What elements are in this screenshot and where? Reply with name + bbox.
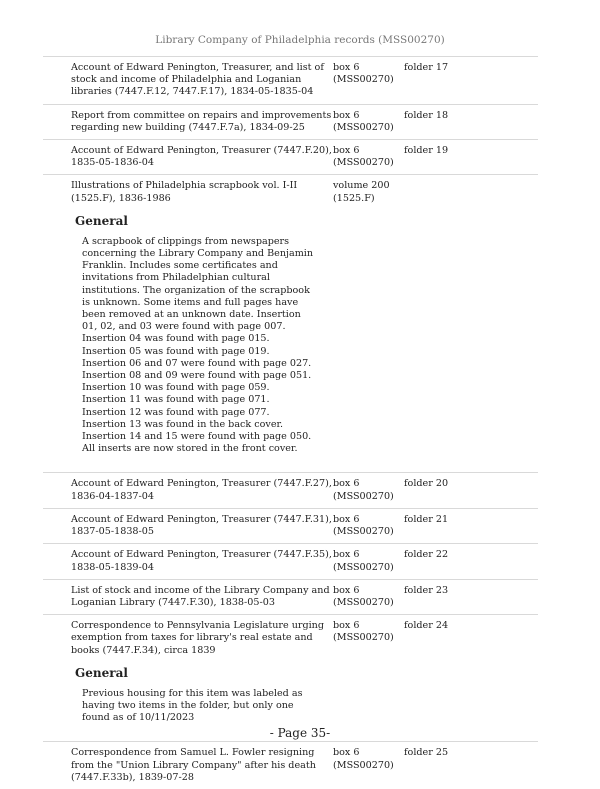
item-title: Account of Edward Penington, Treasurer (7447.F.35), 1838-05-1839-04 <box>71 549 332 573</box>
item-folder: folder 17 <box>404 62 449 73</box>
item-container: box 6 (MSS00270) <box>333 145 394 169</box>
item-folder: folder 21 <box>404 513 449 525</box>
table-row <box>43 174 538 472</box>
item-folder: folder 19 <box>404 145 449 157</box>
table-row <box>43 614 538 741</box>
table-row <box>43 741 538 789</box>
note-heading: General <box>75 665 128 680</box>
note-heading: General <box>75 213 128 228</box>
item-container: box 6 (MSS00270) <box>333 620 394 644</box>
table-row <box>43 508 538 543</box>
running-header: Library Company of Philadelphia records (MSS00270) <box>155 34 445 46</box>
item-folder: folder 20 <box>404 478 449 490</box>
inventory-table <box>43 56 538 789</box>
item-container: box 6 (MSS00270) <box>333 109 394 133</box>
item-container: box 6 (MSS00270) <box>333 62 394 86</box>
note-text: A scrapbook of clippings from newspapers concerning the Library Company and Benjamin Franklin. Includes some certificates and invitations from Philadelphian cultural institutions. The organization of the scrapbook is unknown. Some items and full pages have been removed at an unknown date. Insertion 01, 02, and 03 were found with page 007. Insertion 04 was found with page 015. Insertion 05 was found with page 019. Insertion 06 and 07 were found with page 027. Insertion 08 and 09 were found with page 051. Insertion 10 was found with page 059. Insertion 11 was found with page 071. Insertion 12 was found with page 077. Insertion 13 was found in the back cover. Insertion 14 and 15 were found with page 050. All inserts are now stored in the front cover. <box>82 235 314 455</box>
item-title: Account of Edward Penington, Treasurer, and list of stock and income of Philadelphia and Loganian libraries (7447.F.12, 7447.F.17), 1834-05-1835-04 <box>71 62 324 98</box>
item-title: Report from committee on repairs and improvements regarding new building (7447.F.7a), 1834-09-25 <box>71 109 332 133</box>
item-title: Correspondence from Samuel L. Fowler resigning from the "Union Library Company" after his death (7447.F.33b), 1839-07-28 <box>71 747 316 783</box>
item-container: box 6 (MSS00270) <box>333 478 394 502</box>
item-title: Account of Edward Penington, Treasurer (7447.F.31), 1837-05-1838-05 <box>71 513 332 538</box>
item-container: box 6 (MSS00270) <box>333 747 394 771</box>
item-folder: folder 25 <box>404 747 449 759</box>
item-container: box 6 (MSS00270) <box>333 549 394 573</box>
page-number: - Page 35- <box>269 726 331 740</box>
table-row <box>43 472 538 507</box>
item-container: volume 200 (1525.F) <box>333 180 390 204</box>
note-text: Previous housing for this item was labeled as having two items in the folder, but only one found as of 10/11/2023 <box>82 687 303 724</box>
table-row <box>43 56 538 104</box>
item-title: Account of Edward Penington, Treasurer (7447.F.20), 1835-05-1836-04 <box>71 145 332 169</box>
item-title: Account of Edward Penington, Treasurer (7447.F.27), 1836-04-1837-04 <box>71 478 332 502</box>
item-folder <box>404 180 504 204</box>
table-row <box>43 104 538 139</box>
table-row <box>43 543 538 578</box>
item-title: List of stock and income of the Library Company and Loganian Library (7447.F.30), 1838-05-03 <box>71 584 330 608</box>
item-folder: folder 23 <box>404 584 449 596</box>
item-folder: folder 24 <box>404 620 449 632</box>
item-container: box 6 (MSS00270) <box>333 513 394 538</box>
item-title: Illustrations of Philadelphia scrapbook vol. I-II (1525.F), 1836-1986 <box>71 180 298 204</box>
table-row <box>43 139 538 174</box>
item-folder: folder 18 <box>404 109 449 121</box>
item-folder: folder 22 <box>404 549 449 561</box>
table-row <box>43 579 538 614</box>
item-container: box 6 (MSS00270) <box>333 584 394 608</box>
item-title: Correspondence to Pennsylvania Legislature urging exemption from taxes for library's real estate and books (7447.F.34), circa 1839 <box>71 620 325 656</box>
